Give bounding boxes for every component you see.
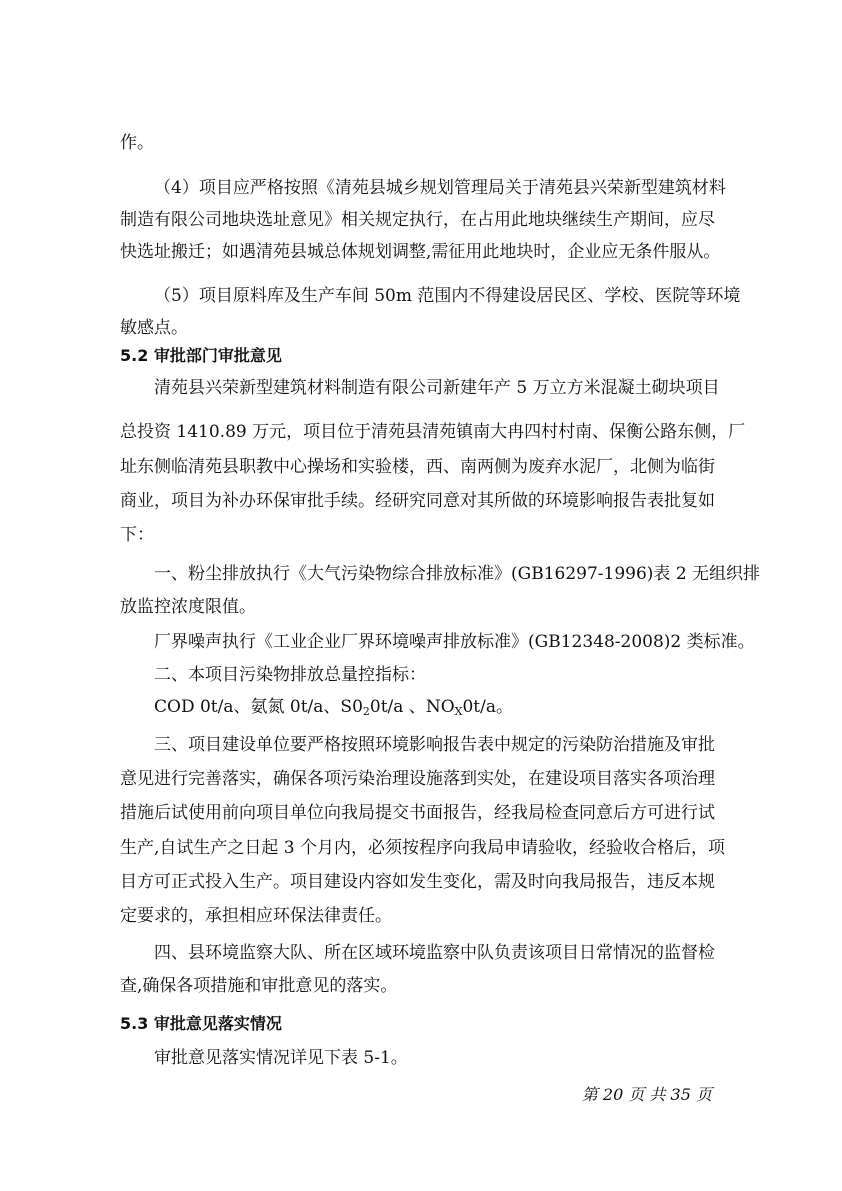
text-line: 三、项目建设单位要严格按照环境影响报告表中规定的污染防治措施及审批 [154, 735, 715, 755]
text-line: 措施后试使用前向项目单位向我局提交书面报告，经我局检查同意后方可进行试 [120, 803, 715, 823]
text-line: 放监控浓度限值。 [120, 597, 256, 617]
pollutant-totals-line [154, 697, 513, 717]
text-line: 生产,自试生产之日起 3 个月内，必须按程序向我局申请验收，经验收合格后，项 [120, 838, 726, 858]
text-line: 目方可正式投入生产。项目建设内容如发生变化，需及时向我局报告，违反本规 [120, 872, 715, 892]
text-line: 四、县环境监察大队、所在区域环境监察中队负责该项目日常情况的监督检 [154, 943, 715, 963]
text-line: 制造有限公司地块选址意见》相关规定执行，在占用此地块继续生产期间，应尽 [120, 210, 715, 230]
text-line: 清苑县兴荣新型建筑材料制造有限公司新建年产 5 万立方米混凝土砌块项目 [154, 378, 720, 398]
text-line: 查,确保各项措施和审批意见的落实。 [120, 976, 398, 996]
text-line: 作。 [120, 133, 154, 153]
nox-total: 0t/a。 [462, 697, 513, 717]
text-line: （5）项目原料库及生产车间 50m 范围内不得建设居民区、学校、医院等环境 [154, 286, 741, 306]
so2-total: 0t/a 、 [369, 697, 426, 717]
page-number-footer [582, 1082, 712, 1105]
section-heading: 5.2 审批部门审批意见 [120, 346, 282, 365]
footer-prefix: 第 [581, 1085, 598, 1104]
text-line: 一、粉尘排放执行《大气污染物综合排放标准》(GB16297-1996)表 2 无组织排 [154, 564, 761, 584]
text-line: 意见进行完善落实，确保各项污染治理设施落到实处，在建设项目落实各项治理 [120, 769, 715, 789]
so2-subscript: 2 [362, 705, 370, 718]
text-line: 快选址搬迁；如遇清苑县城总体规划调整,需征用此地块时，企业应无条件服从。 [120, 242, 721, 262]
current-page-number: 20 [602, 1085, 624, 1104]
text-line: 址东侧临清苑县职教中心操场和实验楼，西、南两侧为废弃水泥厂，北侧为临街 [120, 457, 715, 477]
text-line: 审批意见落实情况详见下表 5-1。 [154, 1048, 408, 1068]
footer-middle: 页 共 [628, 1085, 666, 1104]
text-line: 下： [120, 525, 154, 545]
total-page-count: 35 [670, 1085, 691, 1104]
section-heading: 5.3 审批意见落实情况 [120, 1014, 282, 1033]
text-line: 敏感点。 [120, 318, 188, 338]
cod-total: COD 0t/a、 [154, 697, 251, 717]
text-line: 定要求的，承担相应环保法律责任。 [120, 906, 392, 926]
nox-subscript: X [454, 705, 463, 718]
text-line: （4）项目应严格按照《清苑县城乡规划管理局关于清苑县兴荣新型建筑材料 [154, 178, 726, 198]
text-line: 商业，项目为补办环保审批手续。经研究同意对其所做的环境影响报告表批复如 [120, 491, 715, 511]
footer-suffix: 页 [695, 1085, 712, 1104]
text-line: 厂界噪声执行《工业企业厂界环境噪声排放标准》(GB12348-2008)2 类标准。 [154, 632, 755, 652]
nh-total: 氨氮 0t/a、 [250, 697, 341, 717]
so2-label: S0 [340, 697, 363, 717]
text-line: 总投资 1410.89 万元，项目位于清苑县清苑镇南大冉四村村南、保衡公路东侧，厂 [120, 422, 746, 442]
nox-label: NO [425, 697, 455, 717]
text-line: 二、本项目污染物排放总量控指标： [154, 665, 426, 685]
